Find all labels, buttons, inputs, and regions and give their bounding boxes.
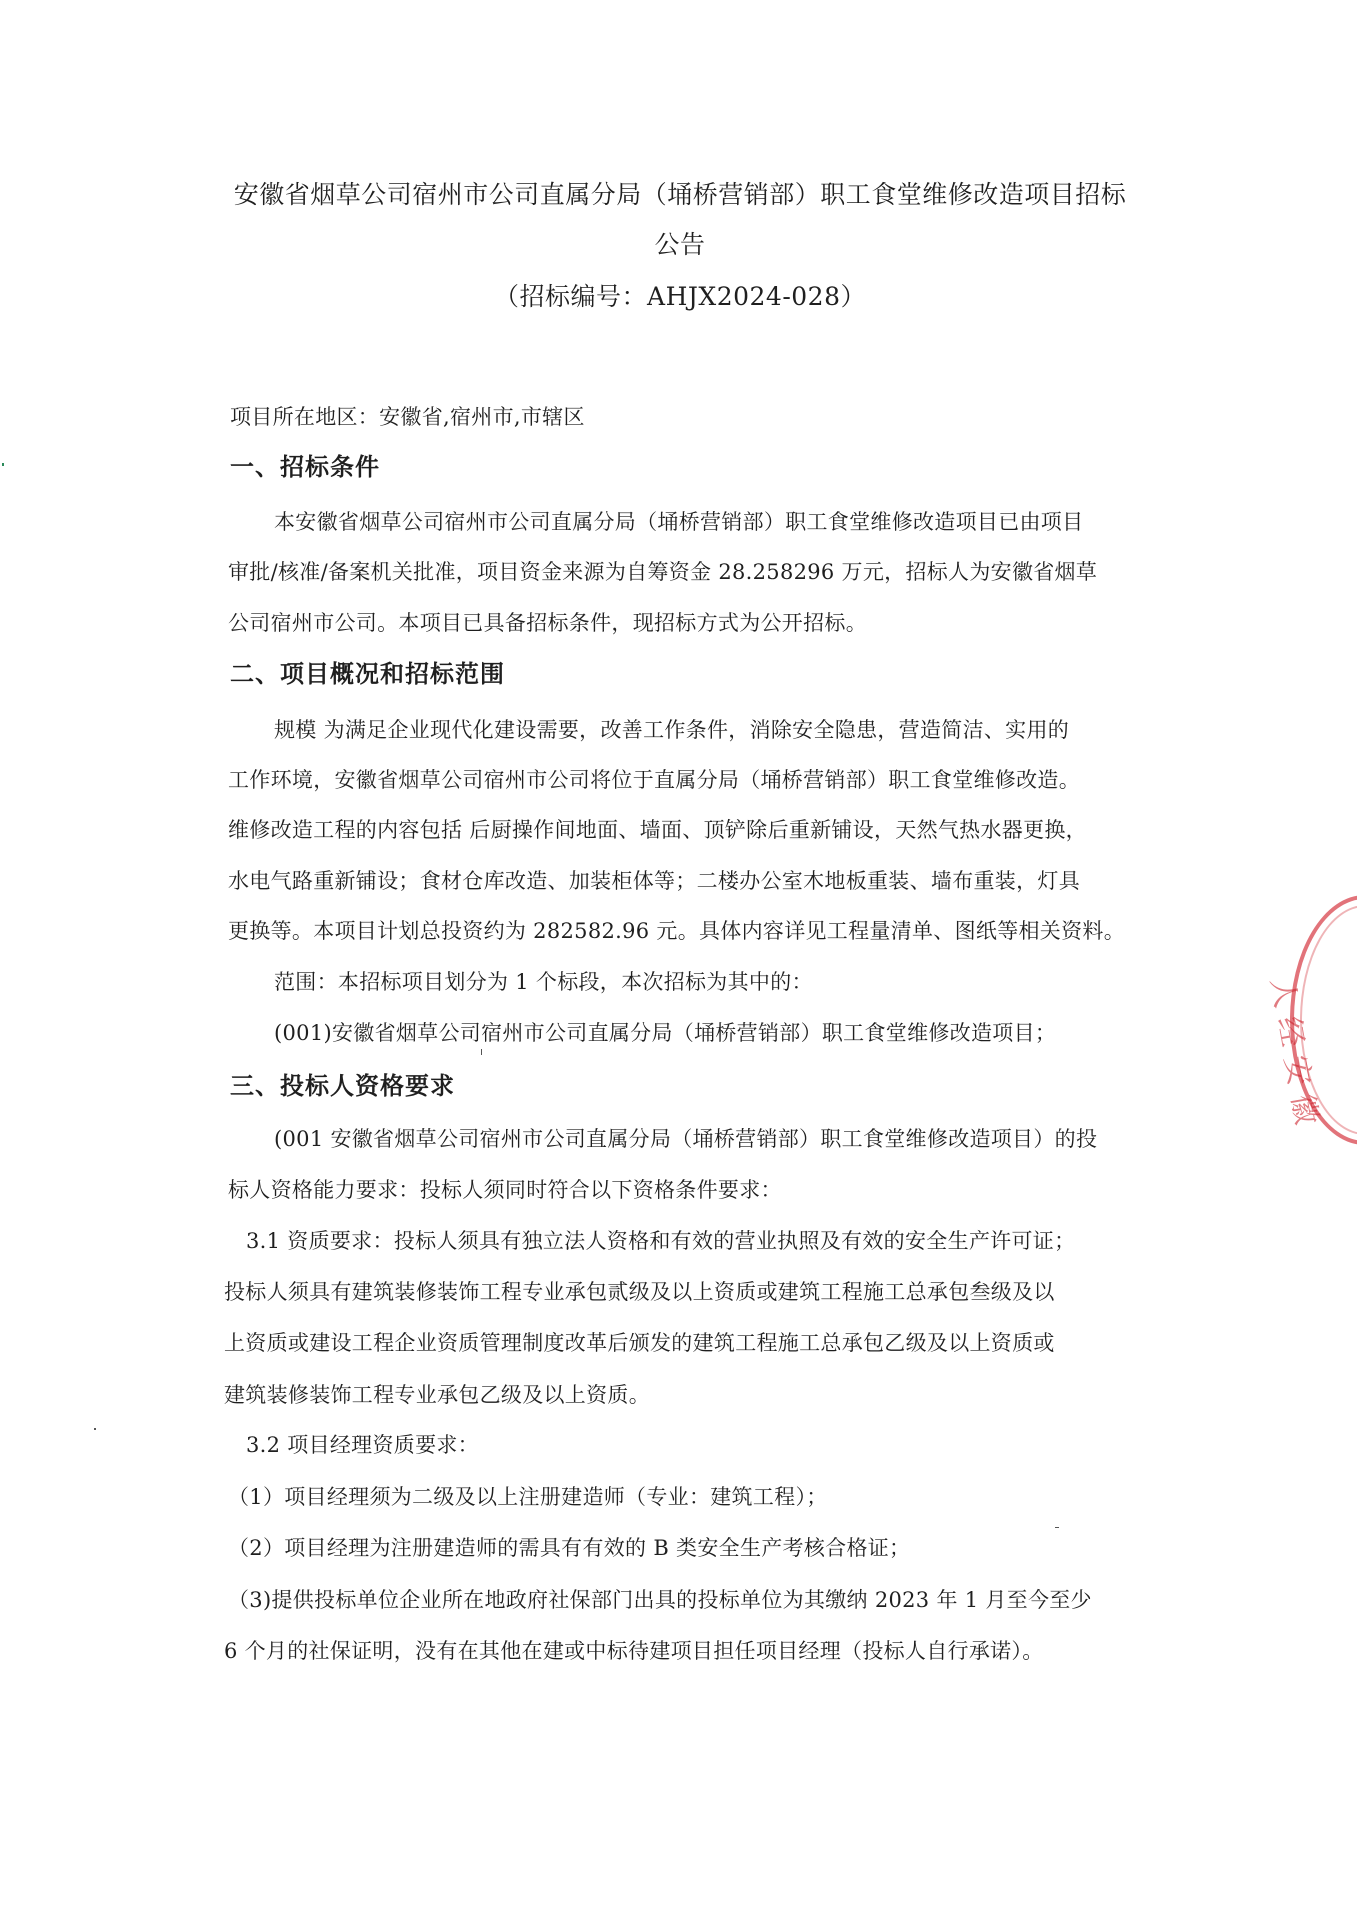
section-3-line: （2）项目经理为注册建造师的需具有有效的 B 类安全生产考核合格证；	[228, 1536, 911, 1560]
section-3-line: 3.1 资质要求：投标人须具有独立法人资格和有效的营业执照及有效的安全生产许可证；	[246, 1229, 1076, 1253]
section-2-line: 更换等。本项目计划总投资约为 282582.96 元。具体内容详见工程量清单、图纸等相关资料。	[228, 919, 1126, 943]
section-heading-3: 三、投标人资格要求	[230, 1072, 455, 1100]
section-3-line: 投标人须具有建筑装修装饰工程专业承包贰级及以上资质或建筑工程施工总承包叁级及以	[224, 1280, 1055, 1304]
section-2-line: 维修改造工程的内容包括 后厨操作间地面、墙面、顶铲除后重新铺设，天然气热水器更换，	[228, 818, 1087, 842]
section-2-line: 范围：本招标项目划分为 1 个标段，本次招标为其中的：	[274, 970, 813, 994]
project-region: 项目所在地区：安徽省,宿州市,市辖区	[230, 405, 585, 429]
section-3-line: 3.2 项目经理资质要求：	[246, 1433, 479, 1457]
section-heading-2: 二、项目概况和招标范围	[230, 660, 505, 688]
scan-speck	[94, 1428, 96, 1430]
title-line-1: 安徽省烟草公司宿州市公司直属分局（埇桥营销部）职工食堂维修改造项目招标	[233, 180, 1127, 209]
section-3-line: (001 安徽省烟草公司宿州市公司直属分局（埇桥营销部）职工食堂维修改造项目）的投	[274, 1127, 1098, 1151]
section-3-line: 建筑装修装饰工程专业承包乙级及以上资质。	[224, 1383, 650, 1407]
section-3-line: 6 个月的社保证明，没有在其他在建或中标待建项目担任项目经理（投标人自行承诺）。	[224, 1639, 1044, 1663]
section-3-line: （1）项目经理须为二级及以上注册建造师（专业：建筑工程）；	[228, 1485, 828, 1509]
section-2-line: 水电气路重新铺设；食材仓库改造、加装柜体等；二楼办公室木地板重装、墙布重装，灯具	[228, 869, 1080, 893]
section-2-line: (001)安徽省烟草公司宿州市公司直属分局（埇桥营销部）职工食堂维修改造项目；	[274, 1021, 1057, 1045]
scan-speck	[2, 463, 4, 466]
section-1-line: 审批/核准/备案机关批准，项目资金来源为自筹资金 28.258296 万元，招标人为安徽省烟草	[228, 560, 1098, 584]
scan-speck	[1055, 1527, 1059, 1528]
section-3-line: 标人资格能力要求：投标人须同时符合以下资格条件要求：	[228, 1178, 782, 1202]
section-3-line: （3)提供投标单位企业所在地政府社保部门出具的投标单位为其缴纳 2023 年 1 月至今至少	[228, 1588, 1092, 1612]
section-1-line: 本安徽省烟草公司宿州市公司直属分局（埇桥营销部）职工食堂维修改造项目已由项目	[274, 510, 1084, 534]
title-line-2: 公告	[654, 230, 706, 259]
section-heading-1: 一、招标条件	[230, 453, 380, 481]
section-3-line: 上资质或建设工程企业资质管理制度改革后颁发的建筑工程施工总承包乙级及以上资质或	[224, 1331, 1055, 1355]
section-2-line: 工作环境，安徽省烟草公司宿州市公司将位于直属分局（埇桥营销部）职工食堂维修改造。	[228, 768, 1080, 792]
tender-number: （招标编号：AHJX2024-028）	[494, 282, 866, 311]
official-seal-text: 人 经 安 徽	[1263, 975, 1324, 1128]
section-1-line: 公司宿州市公司。本项目已具备招标条件，现招标方式为公开招标。	[228, 611, 867, 635]
scan-speck	[481, 1049, 482, 1055]
section-2-line: 规模 为满足企业现代化建设需要，改善工作条件，消除安全隐患，营造简洁、实用的	[274, 718, 1070, 742]
